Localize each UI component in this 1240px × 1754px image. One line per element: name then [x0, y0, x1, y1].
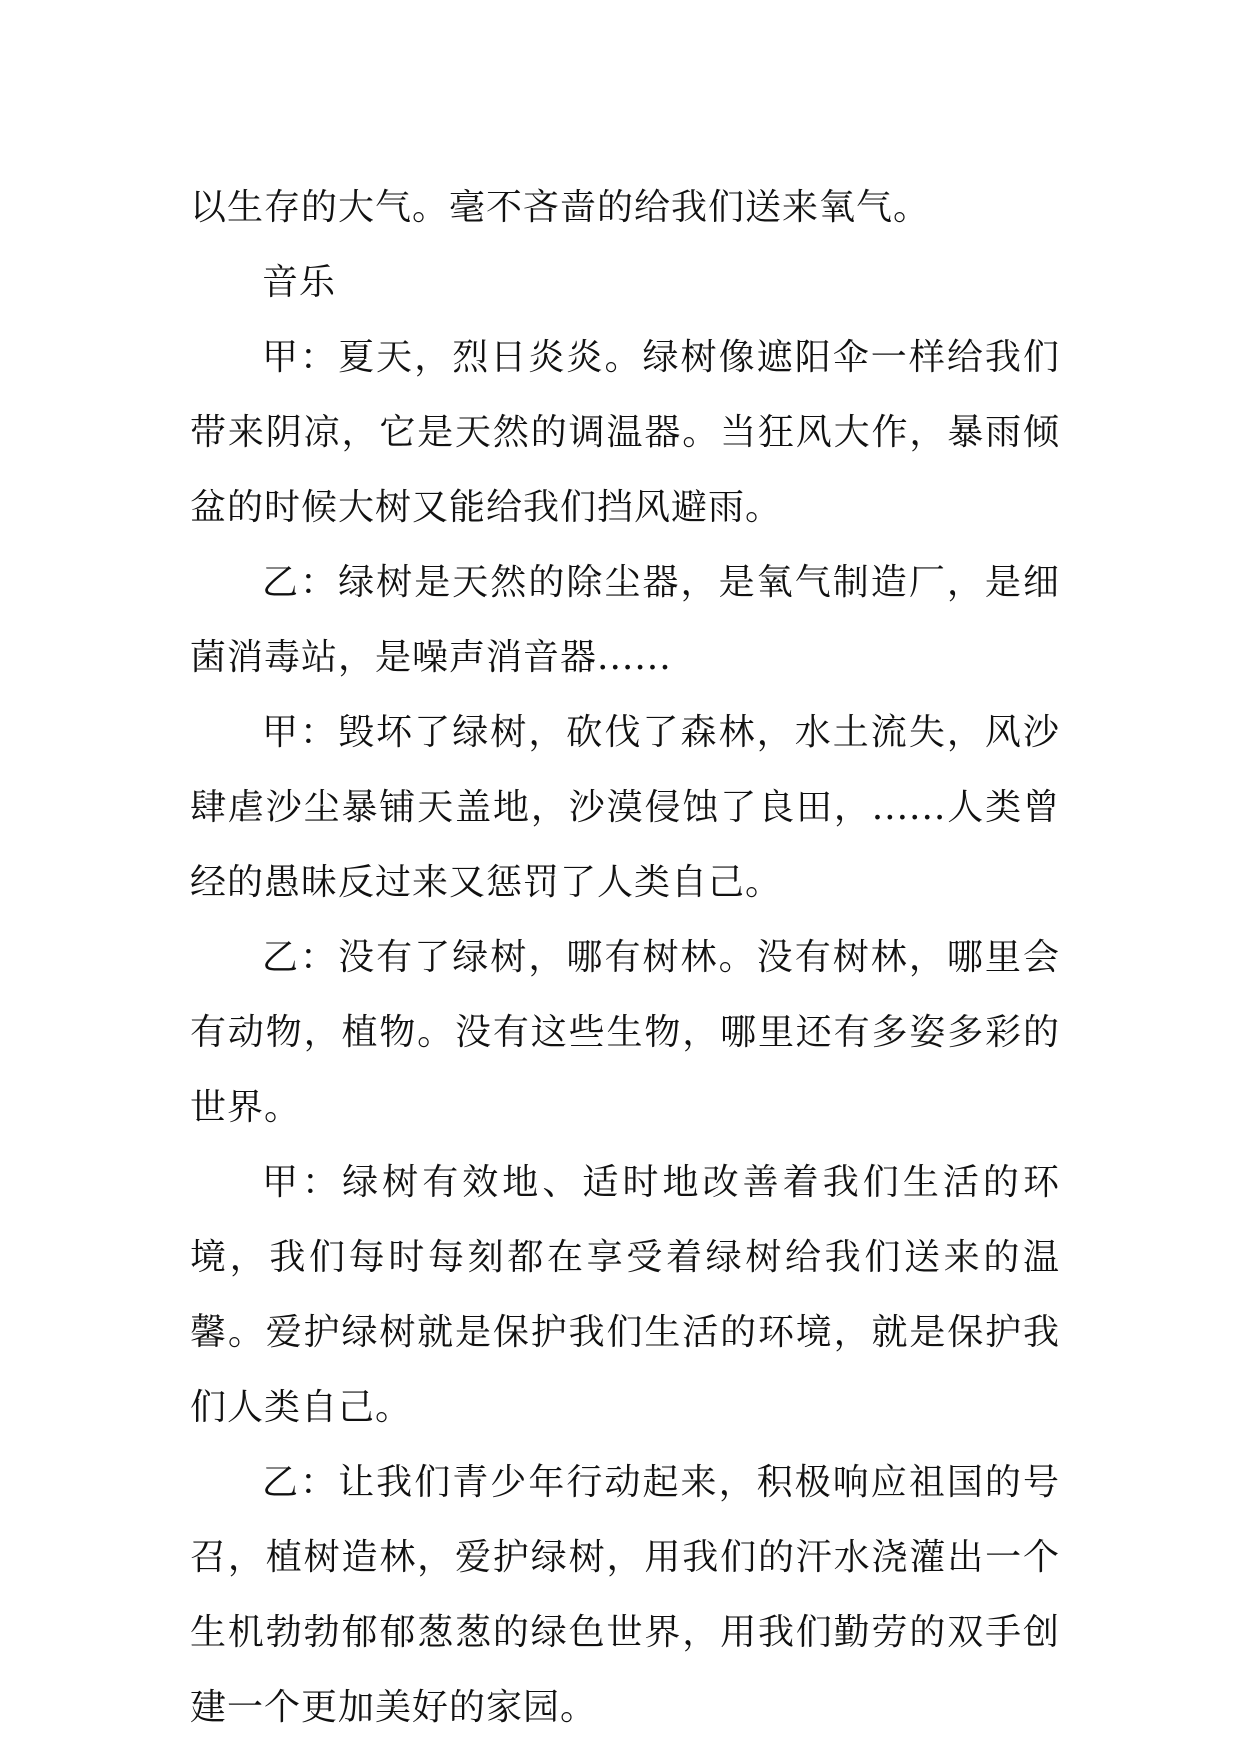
paragraph-speaker-jia-2: 甲：毁坏了绿树，砍伐了森林，水土流失，风沙肆虐沙尘暴铺天盖地，沙漠侵蚀了良田，......人类曾经的愚昧反过来又惩罚了人类自己。 — [190, 712, 1060, 903]
paragraph-speaker-yi-3: 乙：让我们青少年行动起来，积极响应祖国的号召，植树造林，爱护绿树，用我们的汗水浇灌出一个生机勃勃郁郁葱葱的绿色世界，用我们勤劳的双手创建一个更加美好的家园。 — [190, 1462, 1060, 1728]
paragraph-speaker-jia-3: 甲：绿树有效地、适时地改善着我们生活的环境，我们每时每刻都在享受着绿树给我们送来的温馨。爱护绿树就是保护我们生活的环境，就是保护我们人类自己。 — [190, 1162, 1060, 1428]
paragraph-music-cue: 音乐 — [262, 262, 337, 303]
paragraph-speaker-jia-1: 甲：夏天，烈日炎炎。绿树像遮阳伞一样给我们带来阴凉，它是天然的调温器。当狂风大作，暴雨倾盆的时候大树又能给我们挡风避雨。 — [190, 337, 1060, 528]
paragraph-speaker-yi-2: 乙：没有了绿树，哪有树林。没有树林，哪里会有动物，植物。没有这些生物，哪里还有多姿多彩的世界。 — [190, 937, 1060, 1128]
paragraph-speaker-yi-1: 乙：绿树是天然的除尘器，是氧气制造厂，是细菌消毒站，是噪声消音器...... — [190, 562, 1060, 678]
paragraph-continuation: 以生存的大气。毫不吝啬的给我们送来氧气。 — [190, 187, 931, 228]
document-body — [190, 170, 1060, 1745]
